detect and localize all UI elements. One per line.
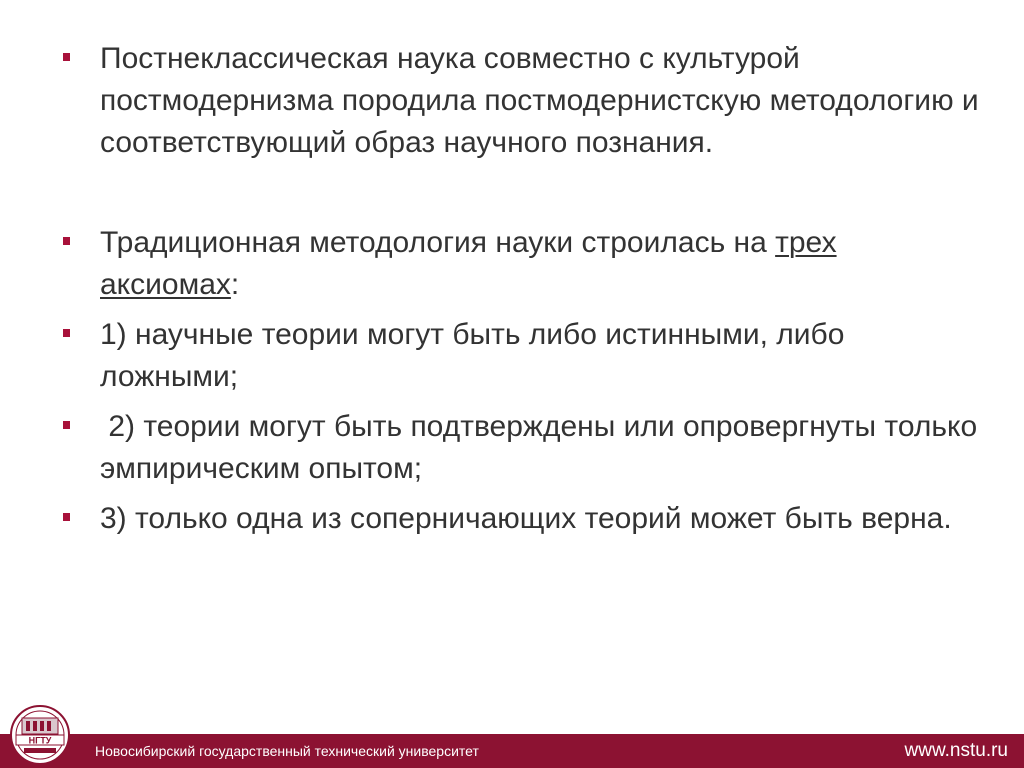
- square-bullet-icon: [63, 53, 70, 61]
- bullet-item-4: [60, 406, 986, 490]
- slide-body: [60, 38, 986, 540]
- bullet-text: Постнеклассическая наука совместно с культурой постмодернизма породила постмодернистскую методологию и соответствующий образ научного познания.: [100, 42, 979, 159]
- university-name: Новосибирский государственный технический университет: [95, 743, 479, 759]
- bullet-item-5: [60, 498, 980, 540]
- university-logo-icon: [5, 704, 75, 766]
- footer-bar: [0, 734, 1024, 768]
- bullet-item-1: [60, 38, 980, 164]
- bullet-text-after: :: [230, 268, 240, 301]
- bullet-text-underlined: трех аксиомах: [100, 226, 837, 301]
- website-url: www.nstu.ru: [904, 740, 1008, 761]
- logo-text: НГТУ: [28, 735, 52, 746]
- bullet-text: 1) научные теории могут быть либо истинными, либо ложными;: [100, 318, 845, 393]
- square-bullet-icon: [63, 421, 70, 429]
- square-bullet-icon: [63, 237, 70, 245]
- bullet-text: 2) теории могут быть подтверждены или опровергнуты только эмпирическим опытом;: [100, 410, 986, 485]
- bullet-text-before: Традиционная методология науки строилась на: [100, 226, 776, 259]
- bullet-text: 3) только одна из соперничающих теорий может быть верна.: [100, 502, 952, 535]
- square-bullet-icon: [63, 329, 70, 337]
- bullet-item-2: [60, 222, 980, 306]
- bullet-item-3: [60, 314, 980, 398]
- square-bullet-icon: [63, 513, 70, 521]
